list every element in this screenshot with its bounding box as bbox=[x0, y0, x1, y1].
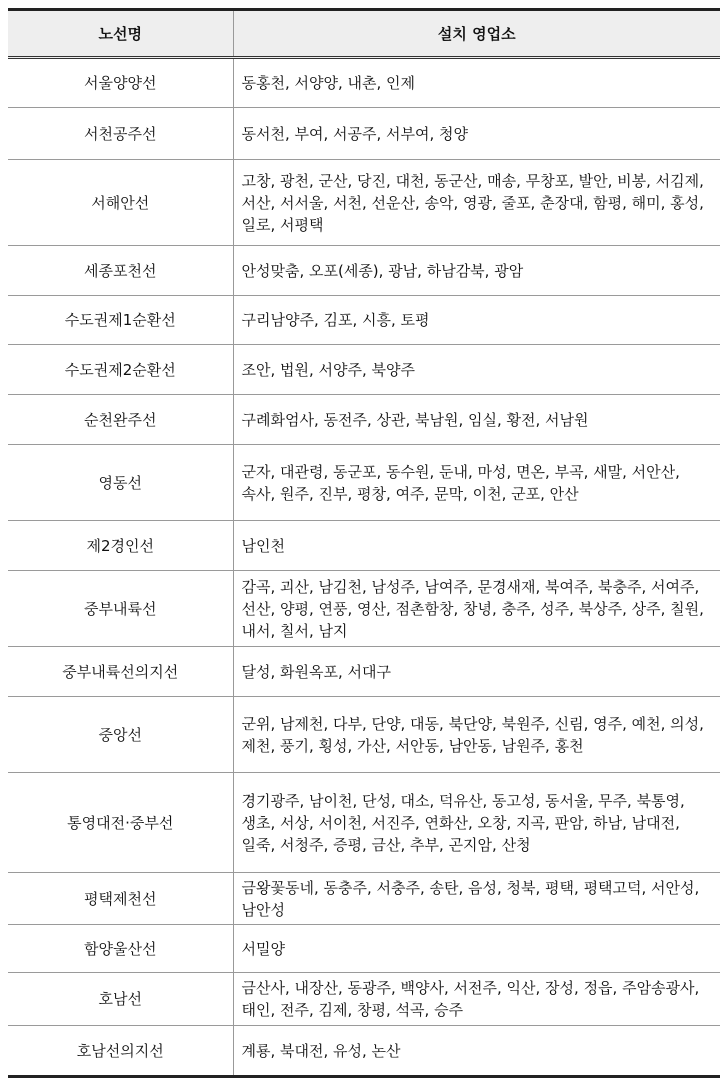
line-name-cell: 순천완주선 bbox=[8, 395, 233, 445]
table-row bbox=[8, 873, 720, 925]
line-name-cell: 수도권제2순환선 bbox=[8, 345, 233, 395]
offices-cell: 조안, 법원, 서양주, 북양주 bbox=[233, 345, 720, 395]
line-name-cell: 중부내륙선 bbox=[8, 571, 233, 647]
offices-cell: 동홍천, 서양양, 내촌, 인제 bbox=[233, 58, 720, 108]
line-name-cell: 호남선 bbox=[8, 973, 233, 1026]
table-header-row bbox=[8, 10, 720, 58]
offices-cell: 서밀양 bbox=[233, 925, 720, 973]
column-header-offices: 설치 영업소 bbox=[233, 10, 720, 58]
table-row bbox=[8, 925, 720, 973]
line-name-cell: 수도권제1순환선 bbox=[8, 296, 233, 345]
table-row bbox=[8, 647, 720, 697]
line-name-cell: 서천공주선 bbox=[8, 108, 233, 160]
offices-cell: 남인천 bbox=[233, 521, 720, 571]
line-name-cell: 호남선의지선 bbox=[8, 1026, 233, 1077]
offices-cell: 안성맞춤, 오포(세종), 광남, 하남감북, 광암 bbox=[233, 246, 720, 296]
table-row bbox=[8, 296, 720, 345]
line-name-cell: 영동선 bbox=[8, 445, 233, 521]
offices-cell: 경기광주, 남이천, 단성, 대소, 덕유산, 동고성, 동서울, 무주, 북통영, 생초, 서상, 서이천, 서진주, 연화산, 오창, 지곡, 판암, 하남, 남대전, 일죽, 서청주, 증평, 금산, 추부, 곤지암, 산청 bbox=[233, 773, 720, 873]
table-row bbox=[8, 395, 720, 445]
offices-cell: 금왕꽃동네, 동충주, 서충주, 송탄, 음성, 청북, 평택, 평택고덕, 서안성, 남안성 bbox=[233, 873, 720, 925]
line-name-cell: 통영대전·중부선 bbox=[8, 773, 233, 873]
line-name-cell: 세종포천선 bbox=[8, 246, 233, 296]
offices-cell: 고창, 광천, 군산, 당진, 대천, 동군산, 매송, 무창포, 발안, 비봉, 서김제, 서산, 서서울, 서천, 선운산, 송악, 영광, 줄포, 춘장대, 함평, 해미, 홍성, 일로, 서평택 bbox=[233, 160, 720, 246]
table-row bbox=[8, 1026, 720, 1077]
line-name-cell: 서울양양선 bbox=[8, 58, 233, 108]
line-name-cell: 서해안선 bbox=[8, 160, 233, 246]
table-row bbox=[8, 58, 720, 108]
offices-cell: 구리남양주, 김포, 시흥, 토평 bbox=[233, 296, 720, 345]
offices-cell: 감곡, 괴산, 남김천, 남성주, 남여주, 문경새재, 북여주, 북충주, 서여주, 선산, 양평, 연풍, 영산, 점촌함창, 창녕, 충주, 성주, 북상주, 상주, 칠원, 내서, 칠서, 남지 bbox=[233, 571, 720, 647]
line-name-cell: 함양울산선 bbox=[8, 925, 233, 973]
table-row bbox=[8, 246, 720, 296]
table-row bbox=[8, 773, 720, 873]
offices-cell: 군위, 남제천, 다부, 단양, 대동, 북단양, 북원주, 신림, 영주, 예천, 의성, 제천, 풍기, 횡성, 가산, 서안동, 남안동, 남원주, 홍천 bbox=[233, 697, 720, 773]
table-row bbox=[8, 160, 720, 246]
offices-cell: 구례화엄사, 동전주, 상관, 북남원, 임실, 황전, 서남원 bbox=[233, 395, 720, 445]
column-header-line-name: 노선명 bbox=[8, 10, 233, 58]
offices-cell: 군자, 대관령, 동군포, 동수원, 둔내, 마성, 면온, 부곡, 새말, 서안산, 속사, 원주, 진부, 평창, 여주, 문막, 이천, 군포, 안산 bbox=[233, 445, 720, 521]
table-row bbox=[8, 445, 720, 521]
line-name-cell: 제2경인선 bbox=[8, 521, 233, 571]
offices-cell: 계룡, 북대전, 유성, 논산 bbox=[233, 1026, 720, 1077]
expressway-office-table bbox=[8, 8, 720, 1078]
offices-cell: 동서천, 부여, 서공주, 서부여, 청양 bbox=[233, 108, 720, 160]
table-row bbox=[8, 108, 720, 160]
line-name-cell: 평택제천선 bbox=[8, 873, 233, 925]
table-row bbox=[8, 571, 720, 647]
offices-cell: 달성, 화원옥포, 서대구 bbox=[233, 647, 720, 697]
table-row bbox=[8, 521, 720, 571]
offices-cell: 금산사, 내장산, 동광주, 백양사, 서전주, 익산, 장성, 정읍, 주암송광사, 태인, 전주, 김제, 창평, 석곡, 승주 bbox=[233, 973, 720, 1026]
line-name-cell: 중부내륙선의지선 bbox=[8, 647, 233, 697]
table-row bbox=[8, 345, 720, 395]
line-name-cell: 중앙선 bbox=[8, 697, 233, 773]
table-row bbox=[8, 697, 720, 773]
table-row bbox=[8, 973, 720, 1026]
